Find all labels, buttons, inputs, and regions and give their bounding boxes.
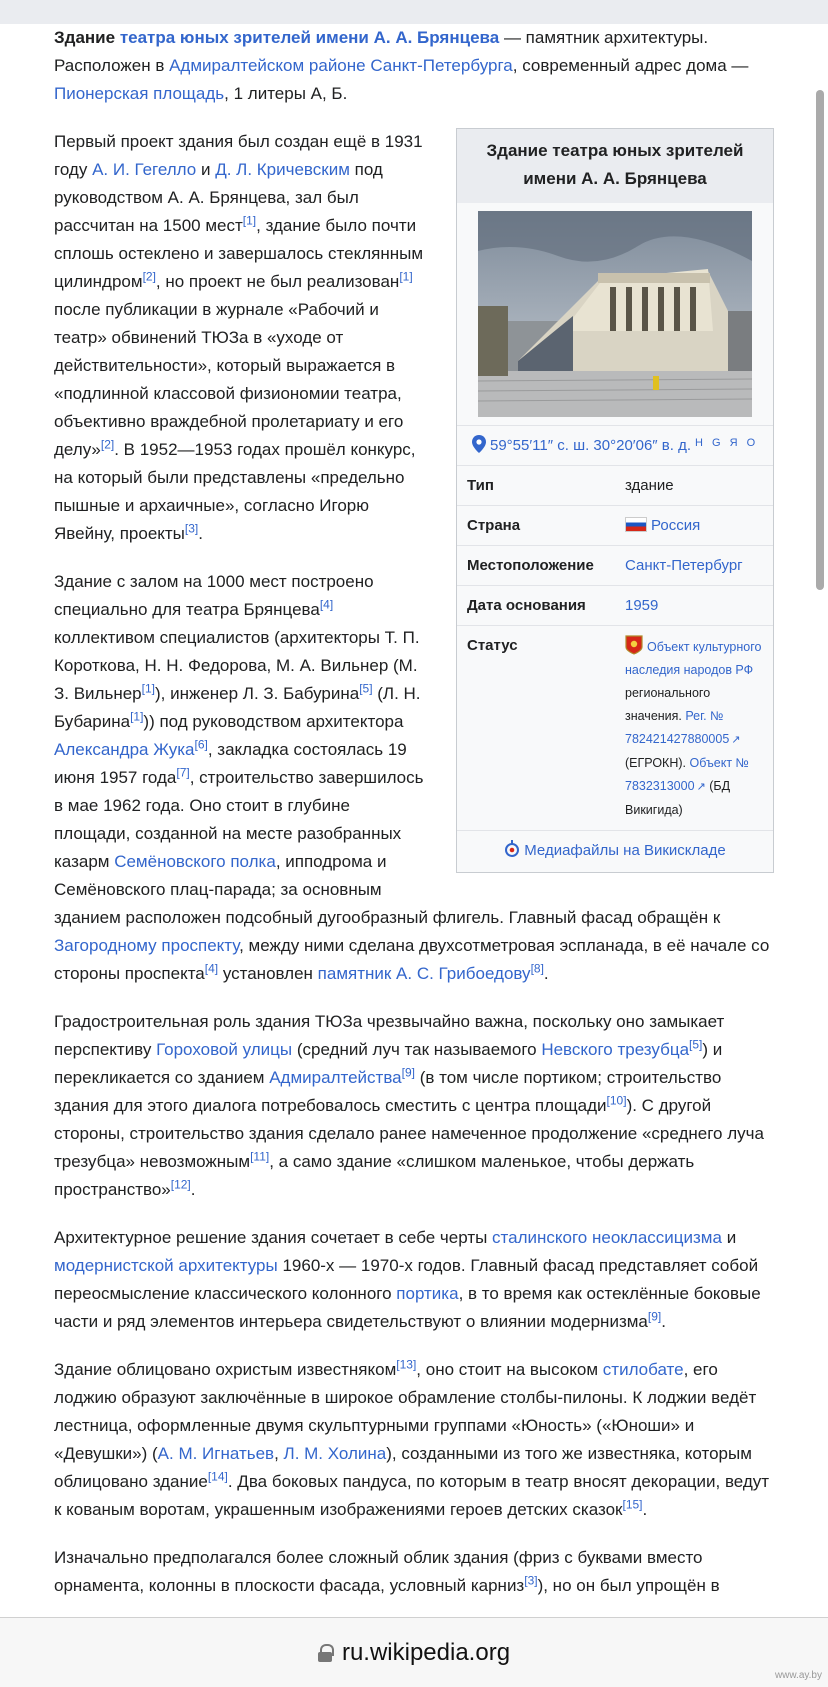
reference-link[interactable]: [8] <box>530 961 544 976</box>
link-gegello[interactable]: А. И. Гегелло <box>92 160 197 179</box>
text-span: Первый проект здания был создан ещё в 1931 году <box>54 132 423 179</box>
text-span: Градостроительная роль здания ТЮЗа чрезвычайно важна, поскольку оно замыкает перспективу <box>54 1012 725 1059</box>
infobox-media-row <box>457 831 773 872</box>
theatre-building-photo <box>478 211 752 417</box>
text-span: . <box>543 964 549 983</box>
infobox-value: здание <box>625 477 674 494</box>
bold-term: Здание <box>54 28 116 47</box>
text-span: . <box>661 1312 666 1331</box>
text-span: . <box>642 1500 648 1519</box>
reference-link[interactable]: [5] <box>359 681 373 696</box>
text-span: Архитектурное решение здания сочетает в себе черты <box>54 1228 493 1247</box>
infobox-label: Статус <box>467 637 518 654</box>
text-span: , 1 литеры А, Б. <box>224 84 348 103</box>
reference-link[interactable]: [6] <box>194 737 208 752</box>
text-span: , оно стоит на высоком <box>416 1360 603 1379</box>
commons-logo-icon <box>504 840 520 858</box>
text-span: Здание с залом на 1000 мест построено специально для театра Брянцева <box>54 572 374 619</box>
link-stalinist-neoclassicism[interactable]: сталинского неоклассицизма <box>492 1228 722 1247</box>
infobox-row-country <box>457 506 773 546</box>
browser-address-bar[interactable] <box>0 1617 828 1687</box>
reference-link[interactable]: [2] <box>100 437 115 452</box>
infobox-value <box>625 555 763 577</box>
lock-icon <box>318 1644 332 1662</box>
link-admiralty[interactable]: Адмиралтейства <box>269 1068 402 1087</box>
text-span: (Л. Н. Бубарина <box>54 684 421 731</box>
text-span: , а само здание «слишком маленькое, чтобы держать пространство» <box>54 1152 695 1199</box>
reference-link[interactable]: [14] <box>207 1469 228 1484</box>
map-services-links[interactable]: H G Я O <box>695 437 759 449</box>
text-span: , <box>274 1444 284 1463</box>
text-span: , его лоджию образуют заключённые в широкое обрамление столбы-пилоны. К лоджии ведёт лестница, оформленные двумя скульптурными группами «Юность» («Юноши» и «Девушки») ( <box>54 1360 757 1463</box>
reference-link[interactable]: [12] <box>170 1177 191 1192</box>
text-span: , здание было почти сплошь остеклено и завершалось стеклянным цилиндром <box>54 216 424 291</box>
page-scrollbar[interactable] <box>816 90 824 1610</box>
link-krichevsky[interactable]: Д. Л. Кричевским <box>215 160 350 179</box>
link-saint-petersburg[interactable]: Санкт-Петербурга <box>370 56 513 75</box>
text-span: (ЕГРОКН). <box>625 756 686 770</box>
link-portico[interactable]: портика <box>396 1284 459 1303</box>
text-span: , в то время как остеклённые боковые части и ряд элементов интерьера свидетельствуют о влиянии модернизма <box>54 1284 761 1331</box>
text-span: , строительство завершилось в мае 1962 года. Оно стоит в глубине площади, созданной на месте разобранных казарм <box>54 768 424 871</box>
link-griboyedov-monument[interactable]: памятник А. С. Грибоедову <box>317 964 531 983</box>
text-span: , но проект не был реализован <box>155 272 400 291</box>
text-span: (в том числе портиком; строительство здания для этого диалога потребовалось сместить с центра площади <box>54 1068 722 1115</box>
link-admiralteisky-district[interactable]: Адмиралтейском районе <box>169 56 366 75</box>
text-span: ), инженер Л. З. Бабурина <box>154 684 360 703</box>
browser-top-strip <box>0 0 828 24</box>
text-span: (средний луч так называемого <box>292 1040 542 1059</box>
article-paragraph-initial-design <box>54 1544 774 1600</box>
link-modernist-architecture[interactable]: модернистской архитектуры <box>54 1256 278 1275</box>
link-wikimedia-commons[interactable]: Медиафайлы на Викискладе <box>524 842 726 859</box>
russia-flag-icon <box>625 517 647 532</box>
reference-link[interactable]: [10] <box>606 1093 627 1108</box>
text-span: после публикации в журнале «Рабочий и театр» обвинений ТЮЗа в «уходе от действительности», который выражается в «подлинной классовой физиономии театра, объективно враждебной пролетариату и его делу» <box>54 300 404 459</box>
text-span: 1960-х — 1970-х годов. Главный фасад представляет собой переосмысление классического колонного <box>54 1256 759 1303</box>
external-link-icon: ↗ <box>696 781 706 793</box>
external-link-icon: ↗ <box>731 734 741 746</box>
reference-link[interactable]: [3] <box>524 1573 538 1588</box>
link-russia[interactable]: Россия <box>651 517 701 534</box>
text-span: установлен <box>218 964 318 983</box>
reference-link[interactable]: [1] <box>399 269 413 284</box>
reference-link[interactable]: [4] <box>204 961 219 976</box>
url-text: ru.wikipedia.org <box>341 1638 511 1666</box>
infobox-value <box>625 515 763 537</box>
link-zagorodny-prospekt[interactable]: Загородному проспекту <box>54 936 240 955</box>
text-span: ), созданными из того же известняка, которым облицовано здание <box>54 1444 752 1491</box>
link-location[interactable]: Санкт-Петербург <box>625 557 743 574</box>
text-span: и <box>196 160 216 179</box>
text-span: , современный адрес дома — <box>512 56 749 75</box>
reference-link[interactable]: [9] <box>401 1065 415 1080</box>
reference-link[interactable]: [13] <box>396 1357 417 1372</box>
text-span: Изначально предполагался более сложный облик здания (фриз с буквами вместо орнамента, колонны в плоскости фасада, условный карниз <box>54 1548 703 1595</box>
reference-link[interactable]: [1] <box>242 213 257 228</box>
link-kholina[interactable]: Л. М. Холина <box>283 1444 387 1463</box>
infobox-row-type <box>457 466 773 506</box>
text-span: регионального значения. <box>625 686 711 723</box>
text-span: . <box>198 524 203 543</box>
text-span: коллективом специалистов (архитекторы Т. П. Короткова, Н. Н. Федорова, М. А. Вильнер (М. З. Вильнер <box>54 628 420 703</box>
article-content <box>54 24 774 1620</box>
reference-link[interactable]: [3] <box>184 521 199 536</box>
reference-link[interactable]: [11] <box>250 1149 270 1164</box>
infobox-label: Местоположение <box>467 557 594 574</box>
coordinates-link[interactable]: 59°55′11″ с. ш. 30°20′06″ в. д. <box>490 437 691 454</box>
link-stylobate[interactable]: стилобате <box>602 1360 684 1379</box>
article-paragraph-intro <box>54 24 774 108</box>
article-paragraph-facade <box>54 1356 774 1524</box>
link-registry-number[interactable]: Рег. № 782421427880005 <box>625 709 730 746</box>
text-span: , между ними сделана двухсотметровая эспланада, в её начале со стороны проспекта <box>54 936 770 983</box>
text-span: , ипподрома и Семёновского плац-парада; за основным зданием расположен подсобный дугообразный флигель. Главный фасад обращён к <box>54 852 721 927</box>
reference-link[interactable]: [7] <box>176 765 190 780</box>
text-span: Здание облицовано охристым известняком <box>54 1360 397 1379</box>
link-zhuk[interactable]: Александра Жука <box>54 740 195 759</box>
article-paragraph-urban-role <box>54 1008 774 1204</box>
text-span: (БД Викигида) <box>625 779 731 817</box>
text-span: под руководством А. А. Брянцева, зал был рассчитан на 1500 мест <box>54 160 383 235</box>
infobox-photo[interactable] <box>457 203 773 426</box>
reference-link[interactable]: [5] <box>689 1037 703 1052</box>
link-heritage-object[interactable]: Объект культурного наследия народов РФ <box>625 640 762 677</box>
reference-link[interactable]: [4] <box>319 597 334 612</box>
link-nevsky-trident[interactable]: Невского трезубца <box>541 1040 690 1059</box>
reference-link[interactable]: [1] <box>130 709 144 724</box>
scrollbar-thumb[interactable] <box>816 90 824 590</box>
reference-link[interactable]: [2] <box>142 269 156 284</box>
text-span: , закладка состоялась 19 июня 1957 года <box>54 740 407 787</box>
reference-link[interactable]: [1] <box>141 681 155 696</box>
text-span: ), но он был упрощён в <box>537 1576 720 1595</box>
link-object-number[interactable]: Объект № 7832313000 <box>625 756 749 793</box>
link-gorokhovaya-street[interactable]: Гороховой улицы <box>156 1040 293 1059</box>
infobox-value <box>625 595 763 617</box>
text-span: ) и перекликается со зданием <box>54 1040 723 1087</box>
infobox-row-location <box>457 546 773 586</box>
map-pin-icon <box>472 435 486 453</box>
infobox <box>456 128 774 873</box>
infobox-title: Здание театра юных зрителей имени А. А. Брянцева <box>457 129 773 203</box>
infobox-label: Тип <box>467 477 494 494</box>
link-tyuz[interactable]: театра юных зрителей имени А. А. Брянцева <box>119 28 500 47</box>
infobox-row-status <box>457 626 773 831</box>
watermark: www.ay.by <box>774 1670 822 1681</box>
reference-link[interactable]: [9] <box>647 1309 662 1324</box>
infobox-row-founded <box>457 586 773 626</box>
text-span: и <box>721 1228 737 1247</box>
heritage-emblem-icon <box>625 635 643 655</box>
text-span: . Два боковых пандуса, по которым в театр вносят декорации, ведут к кованым воротам, украшенным изображениями героев детских сказок <box>54 1472 770 1519</box>
infobox-label: Страна <box>467 517 521 534</box>
text-span: ). С другой стороны, строительство здания сделало ранее намеченное продолжение «среднего луча трезубца» невозможным <box>54 1096 764 1171</box>
link-founded-year[interactable]: 1959 <box>625 597 659 614</box>
text-span: )) под руководством архитектора <box>143 712 404 731</box>
reference-link[interactable]: [15] <box>622 1497 643 1512</box>
infobox-coordinates <box>457 426 773 466</box>
link-pionerskaya-square[interactable]: Пионерская площадь <box>54 84 225 103</box>
text-span: — памятник архитектуры. Расположен в <box>54 28 709 75</box>
article-paragraph-architecture <box>54 1224 774 1336</box>
text-span: . <box>190 1180 196 1199</box>
infobox-label: Дата основания <box>467 597 586 614</box>
infobox-value <box>625 635 763 822</box>
text-span: . В 1952—1953 годах прошёл конкурс, на который были представлены «предельно пышные и архаичные», согласно Игорю Явейну, проекты <box>54 440 416 543</box>
link-semenovsky-regiment[interactable]: Семёновского полка <box>114 852 276 871</box>
link-ignatyev[interactable]: А. М. Игнатьев <box>157 1444 275 1463</box>
